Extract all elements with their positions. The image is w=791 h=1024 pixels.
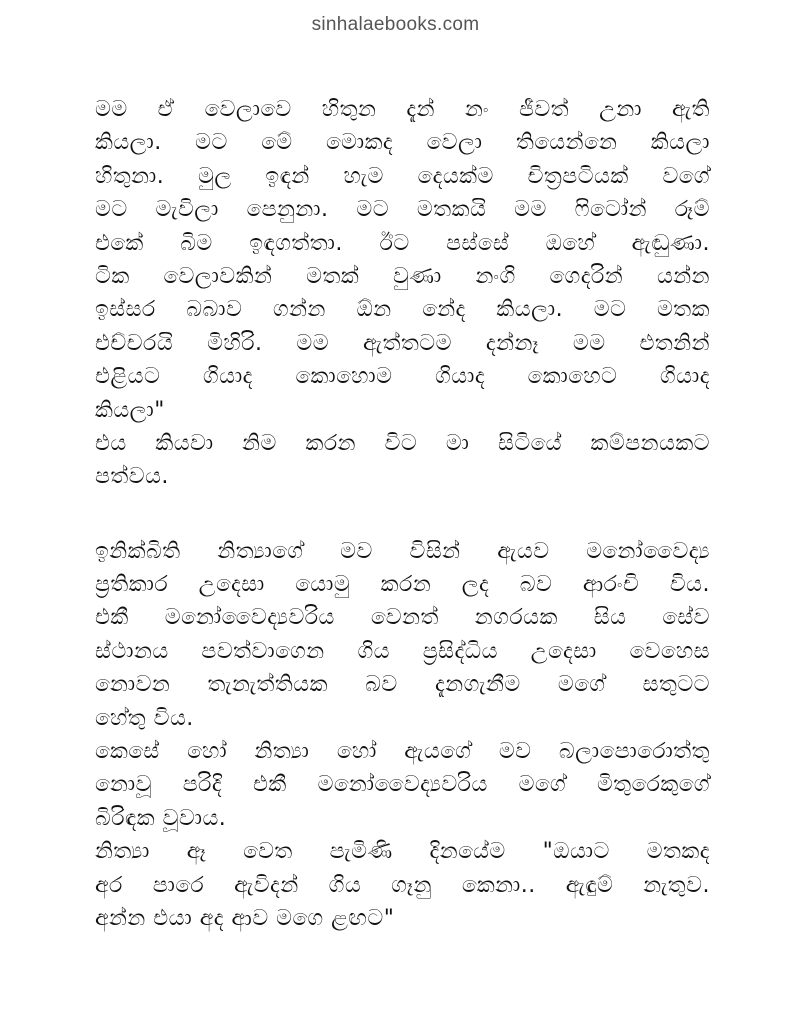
text-line: මට මැවිලා පෙනුනා. මට මතකයි මම ෆිටෝන් රූම් [95,197,710,223]
text-line: එය කියවා නිම කරන විට මා සිටියේ කම්පනයකට [95,430,710,456]
text-line: නිත්‍යා ඈ වෙත පැමිණි දිනයේම "ඔයාට මතකද [95,839,710,865]
text-line: අර පාරෙ ඇවිදන් ගිය ගෑනු කෙනා.. ඇඳුම් නැතුව. [95,872,710,898]
text-line: අන්න එයා අද ආව මගෙ ළඟට" [95,905,395,931]
text-line: එකී මනෝවෛද්‍යවරිය වෙනත් නගරයක සිය සේව [95,605,710,631]
text-line: ප්‍රතිකාර උදෙසා යොමු කරන ලද බව ආරංචි විය. [95,572,710,598]
text-line: එච්චරයි මිහිරි. මම ඇත්තටම දන්නෑ මම එතනින් [95,330,710,356]
text-line: හේතු විය. [95,705,194,731]
site-watermark: sinhalaebooks.com [311,14,480,35]
paragraph-reaction [95,427,710,494]
paragraph-memory-quote [95,93,710,427]
text-line: ටික වෙලාවකින් මතක් වුණා නංගි ගෙදරින් යන්න [95,263,710,289]
text-line: කියලා. මට මේ මොකද වෙලා තියෙන්නෙ කියලා [95,130,710,156]
text-line: එළියට ගියාද කොහොම ගියාද කොහෙට ගියාද [95,364,710,390]
paragraph-psychiatrist [95,735,710,835]
text-line: බිරිඳක වූවාය. [95,805,227,831]
paragraph-therapy [95,535,710,735]
text-line: කෙසේ හෝ නිත්‍යා හෝ ඇයගේ මව බලාපොරොත්තු [95,739,710,765]
text-line: ස්ථානය පවත්වාගෙන ගිය ප්‍රසිද්ධිය උදෙසා වෙහෙස [95,638,710,664]
paragraph-spacer [95,494,710,535]
text-line: පත්වය. [95,464,169,490]
text-line: නොවන තැනැත්තියක බව දැනගැනීම මගේ සතුටට [95,672,710,698]
paragraph-visit-quote [95,835,710,935]
text-line: එකේ බිම ඉඳගත්තා. ඊට පස්සේ ඔහේ ඇඬුණා. [95,230,710,256]
text-line: ඉනික්බිති නිත්‍යාගේ මව විසින් ඇයව මනෝවෛද්‍ය [95,538,710,564]
text-line: හිතුනා. මුල ඉඳන් හැම දෙයක්ම චිත්‍රපටියක් වගේ [95,163,710,189]
text-line: කියලා" [95,397,165,423]
text-line: නොවූ පරිදි එකී මනෝවෛද්‍යවරිය මගේ මිතුරෙකුගේ [95,772,710,798]
story-text [95,93,710,935]
text-line: මම ඒ වෙලාවෙ හිතුන දැන් නං ජීවත් උනා ඇති [95,97,710,122]
text-line: ඉස්සර බබාව ගන්න ඕන නේද කියලා. මට මතක [95,297,710,323]
